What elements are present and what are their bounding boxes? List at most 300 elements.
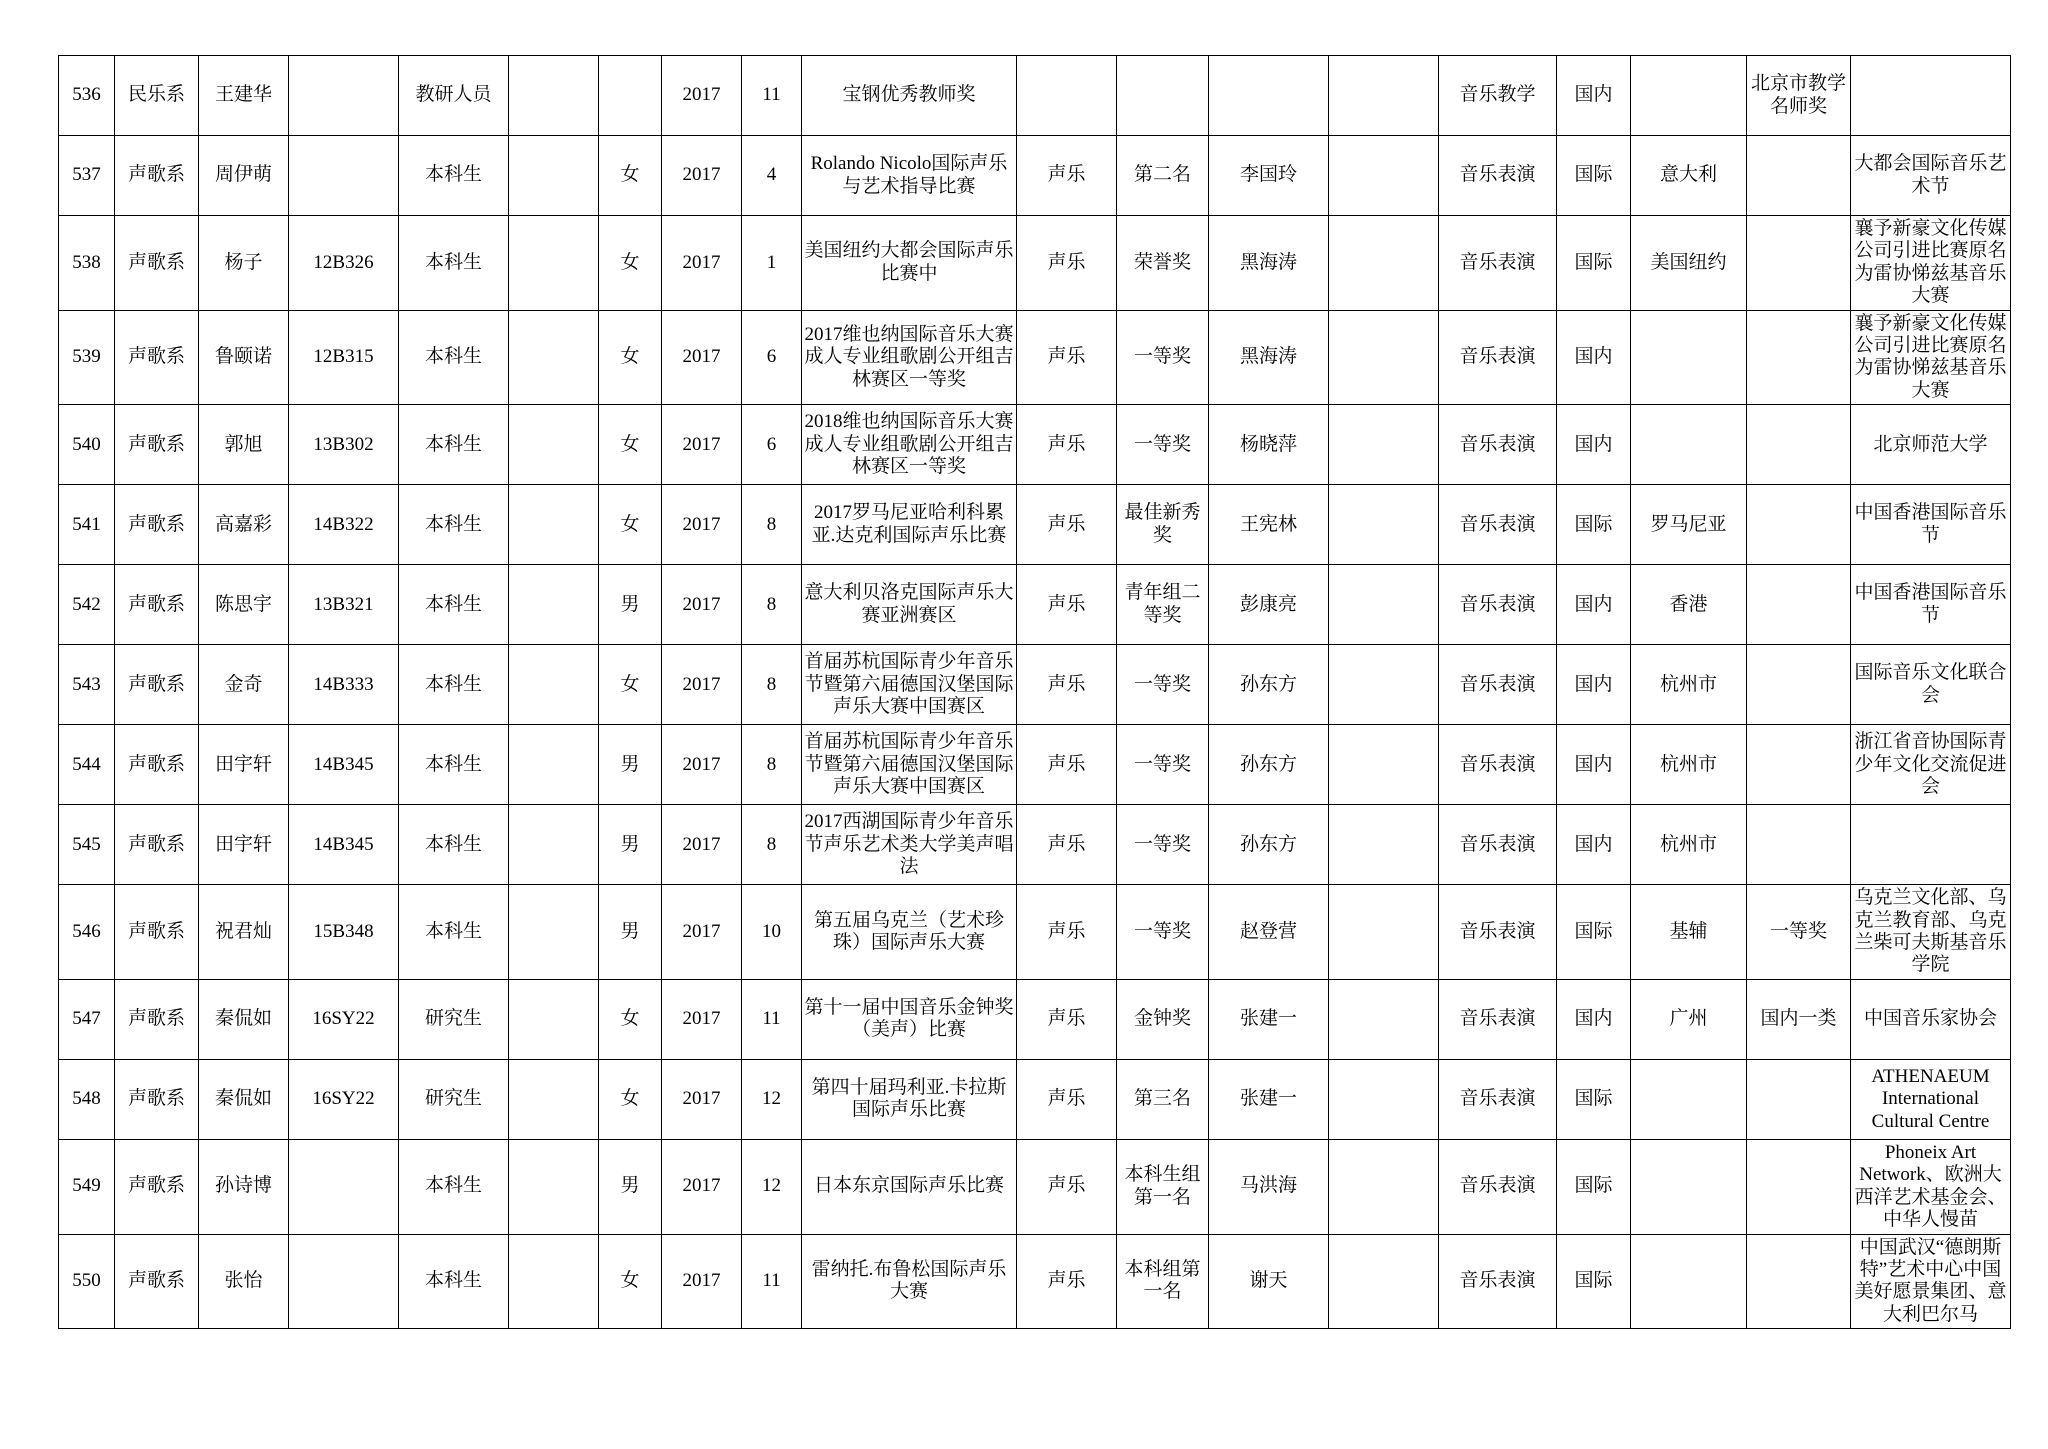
cell-gender: 男 (599, 725, 662, 805)
cell-field: 声乐 (1017, 725, 1117, 805)
cell-name: 秦侃如 (199, 1059, 289, 1139)
cell-field: 声乐 (1017, 310, 1117, 405)
cell-discipline: 音乐表演 (1439, 1139, 1557, 1234)
cell-level: 北京市教学名师奖 (1747, 56, 1851, 136)
cell-serial: 540 (59, 405, 115, 485)
cell-field: 声乐 (1017, 1234, 1117, 1329)
cell-blank2 (1329, 885, 1439, 980)
cell-department: 声歌系 (115, 310, 199, 405)
cell-place (1631, 1234, 1747, 1329)
cell-month: 6 (742, 310, 802, 405)
cell-organizer: 中国香港国际音乐节 (1851, 565, 2011, 645)
cell-blank1 (509, 1059, 599, 1139)
cell-serial: 543 (59, 645, 115, 725)
cell-blank1 (509, 725, 599, 805)
cell-field: 声乐 (1017, 979, 1117, 1059)
cell-competition: 2017维也纳国际音乐大赛成人专业组歌剧公开组吉林赛区一等奖 (802, 310, 1017, 405)
cell-field (1017, 56, 1117, 136)
cell-department: 声歌系 (115, 1059, 199, 1139)
cell-month: 11 (742, 979, 802, 1059)
cell-level: 国内一类 (1747, 979, 1851, 1059)
cell-prize (1117, 56, 1209, 136)
cell-category: 本科生 (399, 136, 509, 216)
cell-student-id: 13B302 (289, 405, 399, 485)
cell-category: 本科生 (399, 310, 509, 405)
cell-place (1631, 1059, 1747, 1139)
cell-organizer: 浙江省音协国际青少年文化交流促进会 (1851, 725, 2011, 805)
cell-month: 8 (742, 485, 802, 565)
cell-student-id: 14B333 (289, 645, 399, 725)
cell-student-id (289, 1139, 399, 1234)
cell-discipline: 音乐表演 (1439, 1234, 1557, 1329)
cell-month: 11 (742, 56, 802, 136)
table-row (59, 565, 2011, 645)
cell-student-id (289, 56, 399, 136)
cell-year: 2017 (662, 725, 742, 805)
cell-level (1747, 805, 1851, 885)
cell-prize: 荣誉奖 (1117, 216, 1209, 311)
cell-month: 11 (742, 1234, 802, 1329)
cell-place (1631, 310, 1747, 405)
cell-discipline: 音乐表演 (1439, 216, 1557, 311)
cell-prize: 最佳新秀奖 (1117, 485, 1209, 565)
cell-scope: 国内 (1557, 310, 1631, 405)
cell-gender: 女 (599, 645, 662, 725)
cell-blank2 (1329, 56, 1439, 136)
cell-name: 高嘉彩 (199, 485, 289, 565)
table-row (59, 979, 2011, 1059)
cell-place: 广州 (1631, 979, 1747, 1059)
cell-serial: 548 (59, 1059, 115, 1139)
table-row (59, 645, 2011, 725)
cell-level (1747, 565, 1851, 645)
cell-blank1 (509, 136, 599, 216)
cell-discipline: 音乐表演 (1439, 979, 1557, 1059)
cell-scope: 国际 (1557, 485, 1631, 565)
cell-year: 2017 (662, 979, 742, 1059)
cell-name: 周伊萌 (199, 136, 289, 216)
cell-organizer: 乌克兰文化部、乌克兰教育部、乌克兰柴可夫斯基音乐学院 (1851, 885, 2011, 980)
cell-month: 1 (742, 216, 802, 311)
cell-discipline: 音乐表演 (1439, 310, 1557, 405)
cell-year: 2017 (662, 216, 742, 311)
table-row (59, 405, 2011, 485)
cell-competition: 美国纽约大都会国际声乐比赛中 (802, 216, 1017, 311)
cell-blank2 (1329, 1234, 1439, 1329)
table-body (59, 56, 2011, 1329)
cell-blank2 (1329, 725, 1439, 805)
cell-blank2 (1329, 310, 1439, 405)
cell-student-id: 13B321 (289, 565, 399, 645)
cell-place: 杭州市 (1631, 725, 1747, 805)
cell-scope: 国际 (1557, 136, 1631, 216)
cell-department: 声歌系 (115, 485, 199, 565)
cell-serial: 539 (59, 310, 115, 405)
cell-category: 本科生 (399, 1234, 509, 1329)
cell-scope: 国际 (1557, 216, 1631, 311)
cell-competition: Rolando Nicolo国际声乐与艺术指导比赛 (802, 136, 1017, 216)
cell-prize: 一等奖 (1117, 805, 1209, 885)
cell-serial: 537 (59, 136, 115, 216)
cell-competition: 第四十届玛利亚.卡拉斯国际声乐比赛 (802, 1059, 1017, 1139)
cell-field: 声乐 (1017, 565, 1117, 645)
cell-department: 声歌系 (115, 979, 199, 1059)
cell-teacher: 杨晓萍 (1209, 405, 1329, 485)
award-records-table (58, 55, 2011, 1329)
cell-student-id: 14B322 (289, 485, 399, 565)
cell-category: 研究生 (399, 1059, 509, 1139)
cell-discipline: 音乐教学 (1439, 56, 1557, 136)
cell-level (1747, 1234, 1851, 1329)
cell-blank2 (1329, 216, 1439, 311)
cell-teacher: 孙东方 (1209, 805, 1329, 885)
cell-name: 杨子 (199, 216, 289, 311)
table-row (59, 885, 2011, 980)
cell-blank1 (509, 1139, 599, 1234)
cell-discipline: 音乐表演 (1439, 805, 1557, 885)
cell-blank2 (1329, 1139, 1439, 1234)
cell-blank1 (509, 885, 599, 980)
cell-gender: 男 (599, 885, 662, 980)
table-row (59, 485, 2011, 565)
cell-teacher: 张建一 (1209, 1059, 1329, 1139)
cell-place: 罗马尼亚 (1631, 485, 1747, 565)
cell-scope: 国际 (1557, 1059, 1631, 1139)
cell-year: 2017 (662, 136, 742, 216)
cell-name: 田宇轩 (199, 725, 289, 805)
cell-field: 声乐 (1017, 136, 1117, 216)
cell-department: 声歌系 (115, 645, 199, 725)
cell-discipline: 音乐表演 (1439, 136, 1557, 216)
cell-gender: 女 (599, 485, 662, 565)
cell-department: 民乐系 (115, 56, 199, 136)
cell-competition: 宝钢优秀教师奖 (802, 56, 1017, 136)
cell-teacher: 孙东方 (1209, 645, 1329, 725)
cell-discipline: 音乐表演 (1439, 405, 1557, 485)
cell-competition: 首届苏杭国际青少年音乐节暨第六届德国汉堡国际声乐大赛中国赛区 (802, 645, 1017, 725)
cell-scope: 国内 (1557, 405, 1631, 485)
cell-level (1747, 1059, 1851, 1139)
table-row (59, 310, 2011, 405)
cell-gender (599, 56, 662, 136)
table-row (59, 216, 2011, 311)
cell-competition: 2017罗马尼亚哈利科累亚.达克利国际声乐比赛 (802, 485, 1017, 565)
cell-discipline: 音乐表演 (1439, 565, 1557, 645)
cell-blank2 (1329, 979, 1439, 1059)
cell-competition: 首届苏杭国际青少年音乐节暨第六届德国汉堡国际声乐大赛中国赛区 (802, 725, 1017, 805)
cell-field: 声乐 (1017, 645, 1117, 725)
cell-prize: 第二名 (1117, 136, 1209, 216)
cell-student-id (289, 136, 399, 216)
cell-year: 2017 (662, 805, 742, 885)
cell-teacher: 黑海涛 (1209, 216, 1329, 311)
cell-student-id: 15B348 (289, 885, 399, 980)
cell-place: 杭州市 (1631, 645, 1747, 725)
cell-year: 2017 (662, 1139, 742, 1234)
cell-serial: 545 (59, 805, 115, 885)
cell-blank2 (1329, 485, 1439, 565)
cell-name: 陈思宇 (199, 565, 289, 645)
cell-category: 本科生 (399, 645, 509, 725)
cell-teacher: 谢天 (1209, 1234, 1329, 1329)
cell-place: 基辅 (1631, 885, 1747, 980)
cell-field: 声乐 (1017, 885, 1117, 980)
cell-teacher: 黑海涛 (1209, 310, 1329, 405)
cell-level (1747, 725, 1851, 805)
cell-category: 本科生 (399, 405, 509, 485)
cell-department: 声歌系 (115, 565, 199, 645)
table-row (59, 805, 2011, 885)
cell-blank1 (509, 405, 599, 485)
cell-prize: 第三名 (1117, 1059, 1209, 1139)
cell-name: 秦侃如 (199, 979, 289, 1059)
cell-blank2 (1329, 645, 1439, 725)
cell-scope: 国际 (1557, 1139, 1631, 1234)
cell-scope: 国内 (1557, 805, 1631, 885)
cell-organizer (1851, 56, 2011, 136)
cell-department: 声歌系 (115, 885, 199, 980)
cell-year: 2017 (662, 310, 742, 405)
cell-category: 研究生 (399, 979, 509, 1059)
cell-level (1747, 310, 1851, 405)
cell-gender: 男 (599, 1139, 662, 1234)
cell-category: 教研人员 (399, 56, 509, 136)
cell-field: 声乐 (1017, 485, 1117, 565)
cell-serial: 546 (59, 885, 115, 980)
cell-blank1 (509, 645, 599, 725)
cell-student-id (289, 1234, 399, 1329)
cell-teacher: 张建一 (1209, 979, 1329, 1059)
cell-discipline: 音乐表演 (1439, 645, 1557, 725)
cell-field: 声乐 (1017, 216, 1117, 311)
cell-blank1 (509, 56, 599, 136)
cell-gender: 女 (599, 136, 662, 216)
cell-competition: 意大利贝洛克国际声乐大赛亚洲赛区 (802, 565, 1017, 645)
cell-scope: 国内 (1557, 565, 1631, 645)
cell-serial: 542 (59, 565, 115, 645)
cell-blank1 (509, 805, 599, 885)
cell-organizer: 襄予新豪文化传媒公司引进比赛原名为雷协悌兹基音乐大赛 (1851, 310, 2011, 405)
cell-name: 祝君灿 (199, 885, 289, 980)
cell-department: 声歌系 (115, 1234, 199, 1329)
cell-competition: 第十一届中国音乐金钟奖（美声）比赛 (802, 979, 1017, 1059)
cell-year: 2017 (662, 1059, 742, 1139)
cell-year: 2017 (662, 885, 742, 980)
cell-category: 本科生 (399, 725, 509, 805)
cell-serial: 550 (59, 1234, 115, 1329)
cell-teacher: 孙东方 (1209, 725, 1329, 805)
cell-organizer: 中国香港国际音乐节 (1851, 485, 2011, 565)
cell-teacher: 王宪林 (1209, 485, 1329, 565)
cell-prize: 一等奖 (1117, 885, 1209, 980)
cell-organizer: Phoneix Art Network、欧洲大西洋艺术基金会、中华人慢苗 (1851, 1139, 2011, 1234)
cell-month: 12 (742, 1139, 802, 1234)
cell-student-id: 14B345 (289, 805, 399, 885)
cell-month: 4 (742, 136, 802, 216)
cell-month: 10 (742, 885, 802, 980)
cell-student-id: 12B326 (289, 216, 399, 311)
cell-blank2 (1329, 805, 1439, 885)
cell-department: 声歌系 (115, 805, 199, 885)
cell-category: 本科生 (399, 885, 509, 980)
cell-serial: 538 (59, 216, 115, 311)
table-row (59, 725, 2011, 805)
cell-student-id: 16SY22 (289, 979, 399, 1059)
cell-discipline: 音乐表演 (1439, 885, 1557, 980)
cell-teacher: 李国玲 (1209, 136, 1329, 216)
cell-year: 2017 (662, 485, 742, 565)
cell-place: 美国纽约 (1631, 216, 1747, 311)
cell-year: 2017 (662, 56, 742, 136)
cell-prize: 一等奖 (1117, 310, 1209, 405)
cell-level: 一等奖 (1747, 885, 1851, 980)
cell-prize: 一等奖 (1117, 405, 1209, 485)
cell-prize: 青年组二等奖 (1117, 565, 1209, 645)
cell-field: 声乐 (1017, 1139, 1117, 1234)
cell-serial: 549 (59, 1139, 115, 1234)
cell-blank1 (509, 1234, 599, 1329)
cell-month: 8 (742, 645, 802, 725)
cell-student-id: 16SY22 (289, 1059, 399, 1139)
cell-serial: 536 (59, 56, 115, 136)
cell-prize: 本科组第一名 (1117, 1234, 1209, 1329)
cell-field: 声乐 (1017, 405, 1117, 485)
cell-gender: 女 (599, 216, 662, 311)
cell-gender: 女 (599, 1059, 662, 1139)
table-row (59, 1059, 2011, 1139)
cell-serial: 547 (59, 979, 115, 1059)
cell-department: 声歌系 (115, 216, 199, 311)
cell-scope: 国内 (1557, 725, 1631, 805)
cell-month: 8 (742, 725, 802, 805)
cell-scope: 国内 (1557, 645, 1631, 725)
cell-year: 2017 (662, 645, 742, 725)
cell-blank2 (1329, 1059, 1439, 1139)
cell-teacher: 马洪海 (1209, 1139, 1329, 1234)
cell-blank1 (509, 565, 599, 645)
cell-organizer: 国际音乐文化联合会 (1851, 645, 2011, 725)
table-row (59, 56, 2011, 136)
cell-blank1 (509, 216, 599, 311)
cell-category: 本科生 (399, 565, 509, 645)
cell-competition: 第五届乌克兰（艺术珍珠）国际声乐大赛 (802, 885, 1017, 980)
cell-blank1 (509, 979, 599, 1059)
cell-discipline: 音乐表演 (1439, 485, 1557, 565)
cell-place (1631, 56, 1747, 136)
cell-name: 鲁颐诺 (199, 310, 289, 405)
cell-teacher: 赵登营 (1209, 885, 1329, 980)
cell-organizer: 北京师范大学 (1851, 405, 2011, 485)
cell-year: 2017 (662, 405, 742, 485)
cell-serial: 544 (59, 725, 115, 805)
cell-place: 意大利 (1631, 136, 1747, 216)
cell-place: 香港 (1631, 565, 1747, 645)
cell-competition: 2018维也纳国际音乐大赛成人专业组歌剧公开组吉林赛区一等奖 (802, 405, 1017, 485)
cell-name: 金奇 (199, 645, 289, 725)
cell-name: 孙诗博 (199, 1139, 289, 1234)
cell-name: 张怡 (199, 1234, 289, 1329)
cell-month: 8 (742, 565, 802, 645)
cell-level (1747, 645, 1851, 725)
cell-place (1631, 405, 1747, 485)
cell-serial: 541 (59, 485, 115, 565)
cell-organizer (1851, 805, 2011, 885)
cell-teacher: 彭康亮 (1209, 565, 1329, 645)
cell-organizer: ATHENAEUM International Cultural Centre (1851, 1059, 2011, 1139)
cell-level (1747, 1139, 1851, 1234)
cell-month: 6 (742, 405, 802, 485)
cell-gender: 男 (599, 805, 662, 885)
cell-gender: 女 (599, 1234, 662, 1329)
cell-gender: 女 (599, 979, 662, 1059)
table-row (59, 1234, 2011, 1329)
cell-field: 声乐 (1017, 1059, 1117, 1139)
cell-teacher (1209, 56, 1329, 136)
cell-blank2 (1329, 405, 1439, 485)
cell-scope: 国内 (1557, 56, 1631, 136)
cell-category: 本科生 (399, 216, 509, 311)
cell-scope: 国际 (1557, 885, 1631, 980)
cell-discipline: 音乐表演 (1439, 1059, 1557, 1139)
cell-blank2 (1329, 565, 1439, 645)
cell-blank1 (509, 485, 599, 565)
table-row (59, 1139, 2011, 1234)
cell-name: 田宇轩 (199, 805, 289, 885)
cell-organizer: 大都会国际音乐艺术节 (1851, 136, 2011, 216)
cell-prize: 金钟奖 (1117, 979, 1209, 1059)
table-row (59, 136, 2011, 216)
cell-scope: 国际 (1557, 1234, 1631, 1329)
cell-level (1747, 216, 1851, 311)
cell-organizer: 中国音乐家协会 (1851, 979, 2011, 1059)
cell-student-id: 12B315 (289, 310, 399, 405)
cell-department: 声歌系 (115, 405, 199, 485)
cell-competition: 2017西湖国际青少年音乐节声乐艺术类大学美声唱法 (802, 805, 1017, 885)
cell-gender: 女 (599, 405, 662, 485)
cell-level (1747, 485, 1851, 565)
cell-scope: 国内 (1557, 979, 1631, 1059)
cell-discipline: 音乐表演 (1439, 725, 1557, 805)
cell-prize: 一等奖 (1117, 645, 1209, 725)
cell-category: 本科生 (399, 805, 509, 885)
cell-department: 声歌系 (115, 725, 199, 805)
cell-prize: 本科生组第一名 (1117, 1139, 1209, 1234)
cell-month: 8 (742, 805, 802, 885)
cell-level (1747, 136, 1851, 216)
cell-blank1 (509, 310, 599, 405)
cell-competition: 日本东京国际声乐比赛 (802, 1139, 1017, 1234)
cell-category: 本科生 (399, 485, 509, 565)
cell-level (1747, 405, 1851, 485)
cell-prize: 一等奖 (1117, 725, 1209, 805)
cell-place: 杭州市 (1631, 805, 1747, 885)
cell-organizer: 中国武汉“德朗斯特”艺术中心中国美好愿景集团、意大利巴尔马 (1851, 1234, 2011, 1329)
cell-gender: 女 (599, 310, 662, 405)
cell-name: 王建华 (199, 56, 289, 136)
cell-gender: 男 (599, 565, 662, 645)
cell-category: 本科生 (399, 1139, 509, 1234)
cell-department: 声歌系 (115, 136, 199, 216)
cell-blank2 (1329, 136, 1439, 216)
cell-student-id: 14B345 (289, 725, 399, 805)
cell-organizer: 襄予新豪文化传媒公司引进比赛原名为雷协悌兹基音乐大赛 (1851, 216, 2011, 311)
cell-field: 声乐 (1017, 805, 1117, 885)
cell-place (1631, 1139, 1747, 1234)
cell-month: 12 (742, 1059, 802, 1139)
cell-competition: 雷纳托.布鲁松国际声乐大赛 (802, 1234, 1017, 1329)
cell-year: 2017 (662, 1234, 742, 1329)
cell-year: 2017 (662, 565, 742, 645)
